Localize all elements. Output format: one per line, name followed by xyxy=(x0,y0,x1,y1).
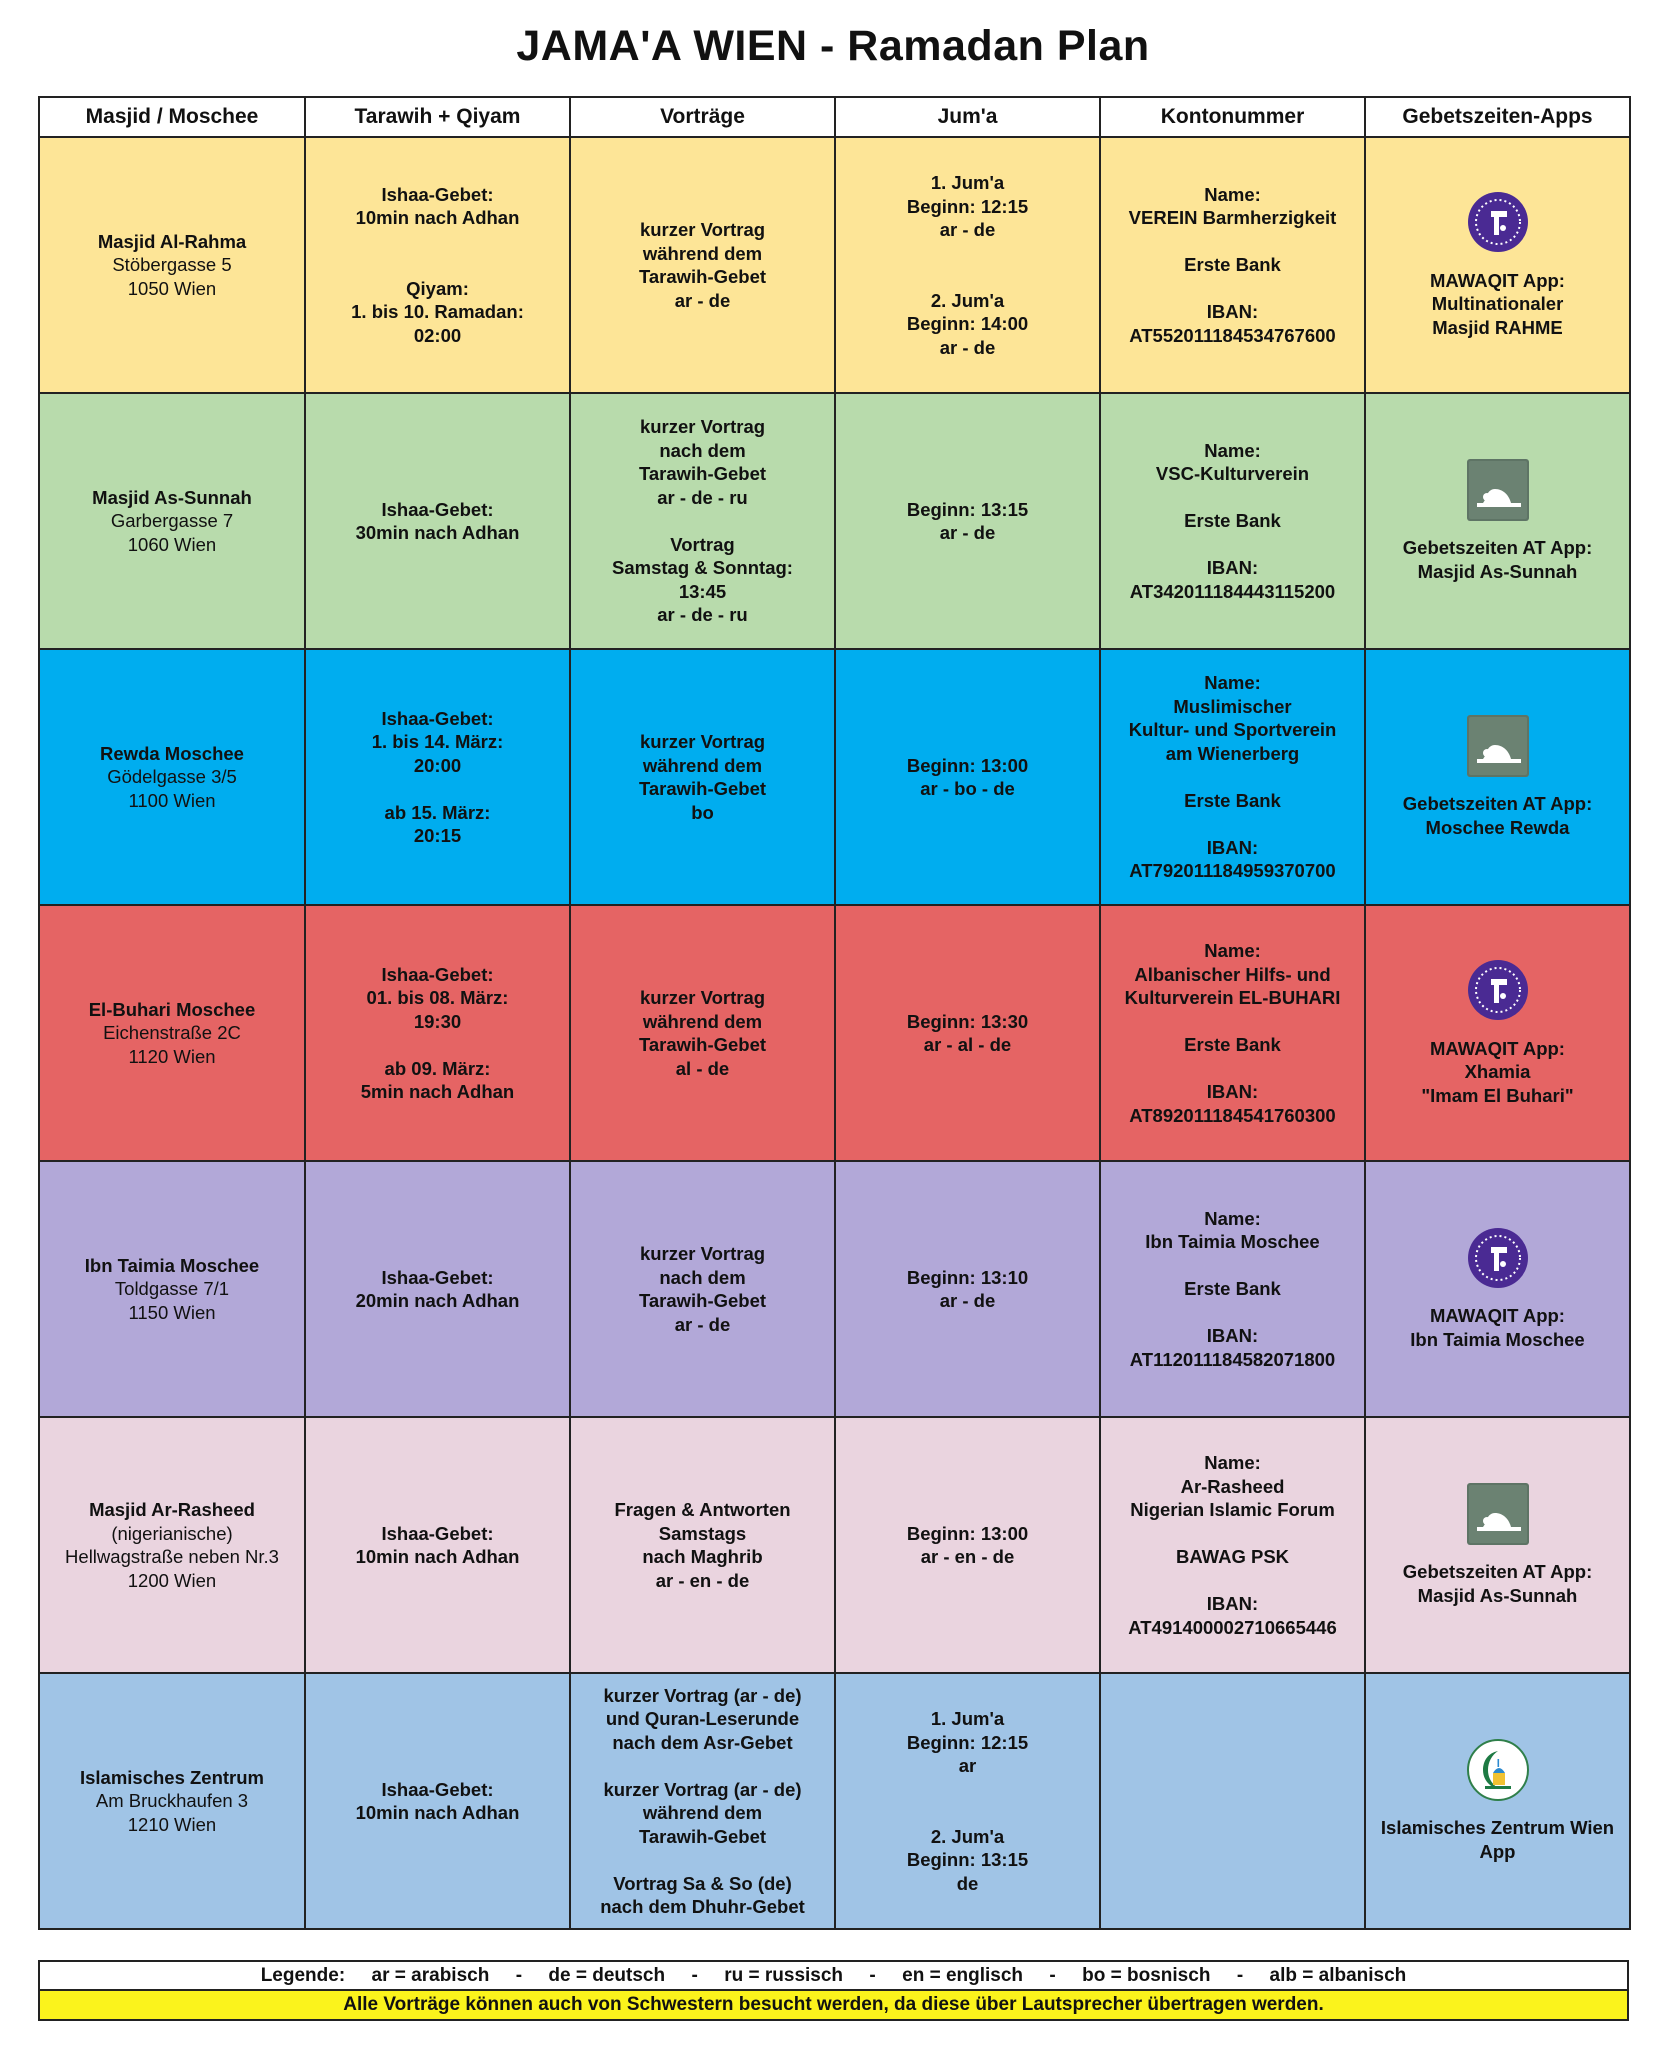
juma-cell xyxy=(835,137,1100,393)
tarawih-cell-text: Ishaa-Gebet: 10min nach Adhan Qiyam: 1. bis 10. Ramadan: 02:00 xyxy=(351,183,524,346)
vortraege-cell xyxy=(570,905,835,1161)
vortraege-cell-text: kurzer Vortrag (ar - de) und Quran-Leserunde nach dem Asr-Gebet kurzer Vortrag (ar - de) während dem Tarawih-Gebet Vortrag Sa & So (de) nach dem Dhuhr-Gebet xyxy=(600,1684,805,1917)
mosque-cell xyxy=(39,905,305,1161)
app-cell xyxy=(1365,393,1630,649)
mosque-address: Toldgasse 7/1 1150 Wien xyxy=(114,1278,230,1323)
vortraege-cell-text: Fragen & Antworten Samstags nach Maghrib ar - en - de xyxy=(614,1499,791,1591)
tarawih-cell xyxy=(305,649,570,905)
juma-cell xyxy=(835,393,1100,649)
notice-banner: Alle Vorträge können auch von Schwestern besucht werden, da diese über Lautsprecher übertragen werden. xyxy=(38,1989,1629,2021)
vortraege-cell-text: kurzer Vortrag während dem Tarawih-Gebet al - de xyxy=(638,987,767,1079)
kontonummer-cell-text: Name: VSC-Kulturverein Erste Bank IBAN: AT342011184443115200 xyxy=(1129,439,1336,602)
tarawih-cell xyxy=(305,905,570,1161)
mosque-cell xyxy=(39,1161,305,1417)
app-label: Gebetszeiten AT App: Moschee Rewda xyxy=(1402,793,1593,838)
mosque-name: Masjid Al-Rahma xyxy=(97,230,247,252)
tarawih-cell-text: Ishaa-Gebet: 30min nach Adhan xyxy=(355,498,520,543)
mawaqit-icon xyxy=(1467,191,1529,253)
islamisches-zentrum-icon xyxy=(1467,1739,1529,1801)
tarawih-cell xyxy=(305,393,570,649)
kontonummer-cell xyxy=(1100,649,1365,905)
column-header-masjid: Masjid / Moschee xyxy=(39,97,305,137)
juma-cell-text: 1. Jum'a Beginn: 12:15 ar 2. Jum'a Beginn: 13:15 de xyxy=(906,1708,1029,1894)
juma-cell xyxy=(835,649,1100,905)
kontonummer-cell-text: Name: VEREIN Barmherzigkeit Erste Bank IBAN: AT552011184534767600 xyxy=(1128,183,1337,346)
vortraege-cell xyxy=(570,1673,835,1929)
kontonummer-cell-text: Name: Ibn Taimia Moschee Erste Bank IBAN: AT112011184582071800 xyxy=(1129,1207,1336,1370)
tarawih-cell xyxy=(305,137,570,393)
vortraege-cell xyxy=(570,1161,835,1417)
tarawih-cell-text: Ishaa-Gebet: 01. bis 08. März: 19:30 ab 09. März: 5min nach Adhan xyxy=(360,963,515,1102)
juma-cell xyxy=(835,905,1100,1161)
table-row xyxy=(39,1161,1630,1417)
tarawih-cell-text: Ishaa-Gebet: 10min nach Adhan xyxy=(355,1522,520,1567)
kontonummer-cell xyxy=(1100,1673,1365,1929)
page-title: JAMA'A WIEN - Ramadan Plan xyxy=(516,22,1150,70)
vortraege-cell xyxy=(570,1417,835,1673)
vortraege-cell-text: kurzer Vortrag während dem Tarawih-Gebet ar - de xyxy=(638,219,767,311)
mosque-cell xyxy=(39,1417,305,1673)
app-cell xyxy=(1365,137,1630,393)
vortraege-cell xyxy=(570,393,835,649)
kontonummer-cell xyxy=(1100,393,1365,649)
juma-cell-text: Beginn: 13:10 ar - de xyxy=(906,1266,1029,1311)
vortraege-cell xyxy=(570,649,835,905)
mosque-address: Stöbergasse 5 1050 Wien xyxy=(112,254,232,299)
ramadan-plan-table xyxy=(38,96,1631,1930)
mosque-address: (nigerianische) Hellwagstraße neben Nr.3 1200 Wien xyxy=(65,1522,279,1591)
column-header-vortraege: Vorträge xyxy=(570,97,835,137)
mosque-address: Am Bruckhaufen 3 1210 Wien xyxy=(95,1790,249,1835)
column-header-kontonummer: Kontonummer xyxy=(1100,97,1365,137)
mosque-name: Rewda Moschee xyxy=(100,742,244,764)
mosque-name: Masjid As-Sunnah xyxy=(92,486,252,508)
gebetszeiten-at-icon xyxy=(1467,715,1529,777)
app-label: MAWAQIT App: Multinationaler Masjid RAHME xyxy=(1430,269,1565,338)
tarawih-cell xyxy=(305,1161,570,1417)
mawaqit-icon xyxy=(1467,1227,1529,1289)
column-header-juma: Jum'a xyxy=(835,97,1100,137)
juma-cell xyxy=(835,1417,1100,1673)
tarawih-cell xyxy=(305,1417,570,1673)
tarawih-cell-text: Ishaa-Gebet: 10min nach Adhan xyxy=(355,1778,520,1823)
mosque-name: Masjid Ar-Rasheed xyxy=(89,1499,255,1520)
kontonummer-cell xyxy=(1100,1417,1365,1673)
gebetszeiten-at-icon xyxy=(1467,459,1529,521)
juma-cell-text: 1. Jum'a Beginn: 12:15 ar - de 2. Jum'a Beginn: 14:00 ar - de xyxy=(906,172,1029,358)
kontonummer-cell-text: Name: Albanischer Hilfs- und Kulturverein EL-BUHARI Erste Bank IBAN: AT892011184541760300 xyxy=(1124,940,1341,1126)
mosque-cell xyxy=(39,1673,305,1929)
kontonummer-cell xyxy=(1100,1161,1365,1417)
app-label: MAWAQIT App: Xhamia "Imam El Buhari" xyxy=(1421,1037,1574,1106)
app-label: Islamisches Zentrum Wien App xyxy=(1380,1817,1615,1862)
app-label: Gebetszeiten AT App: Masjid As-Sunnah xyxy=(1402,1561,1593,1606)
juma-cell-text: Beginn: 13:30 ar - al - de xyxy=(906,1010,1029,1055)
vortraege-cell-text: kurzer Vortrag nach dem Tarawih-Gebet ar - de xyxy=(638,1243,767,1335)
mosque-address: Eichenstraße 2C 1120 Wien xyxy=(103,1022,241,1067)
juma-cell-text: Beginn: 13:15 ar - de xyxy=(906,498,1029,543)
vortraege-cell-text: kurzer Vortrag während dem Tarawih-Gebet bo xyxy=(638,731,767,823)
app-label: Gebetszeiten AT App: Masjid As-Sunnah xyxy=(1402,537,1593,582)
table-header-row xyxy=(39,97,1630,137)
column-header-tarawih: Tarawih + Qiyam xyxy=(305,97,570,137)
kontonummer-cell-text: Name: Muslimischer Kultur- und Sportverein am Wienerberg Erste Bank IBAN: AT792011184959370700 xyxy=(1128,672,1337,882)
juma-cell-text: Beginn: 13:00 ar - en - de xyxy=(906,1522,1029,1567)
app-cell xyxy=(1365,649,1630,905)
kontonummer-cell xyxy=(1100,905,1365,1161)
kontonummer-cell-text: Name: Ar-Rasheed Nigerian Islamic Forum BAWAG PSK IBAN: AT491400002710665446 xyxy=(1128,1452,1337,1638)
legend: Legende: ar = arabisch - de = deutsch - ru = russisch - en = englisch - bo = bosnisch - alb = albanisch xyxy=(38,1960,1629,1989)
tarawih-cell xyxy=(305,1673,570,1929)
tarawih-cell-text: Ishaa-Gebet: 1. bis 14. März: 20:00 ab 15. März: 20:15 xyxy=(371,707,504,846)
table-row xyxy=(39,393,1630,649)
mosque-name: Ibn Taimia Moschee xyxy=(84,1254,260,1276)
app-cell xyxy=(1365,905,1630,1161)
mosque-cell xyxy=(39,137,305,393)
mosque-address: Garbergasse 7 1060 Wien xyxy=(110,510,234,555)
mosque-cell xyxy=(39,649,305,905)
table-row xyxy=(39,649,1630,905)
mosque-address: Gödelgasse 3/5 1100 Wien xyxy=(107,766,237,811)
app-cell xyxy=(1365,1673,1630,1929)
mosque-cell xyxy=(39,393,305,649)
vortraege-cell-text: kurzer Vortrag nach dem Tarawih-Gebet ar - de - ru Vortrag Samstag & Sonntag: 13:45 ar - de - ru xyxy=(612,416,793,626)
tarawih-cell-text: Ishaa-Gebet: 20min nach Adhan xyxy=(355,1266,520,1311)
table-row xyxy=(39,1673,1630,1929)
table-row xyxy=(39,905,1630,1161)
app-cell xyxy=(1365,1417,1630,1673)
app-cell xyxy=(1365,1161,1630,1417)
mawaqit-icon xyxy=(1467,959,1529,1021)
juma-cell-text: Beginn: 13:00 ar - bo - de xyxy=(906,754,1029,799)
table-row xyxy=(39,137,1630,393)
kontonummer-cell xyxy=(1100,137,1365,393)
juma-cell xyxy=(835,1161,1100,1417)
table-row xyxy=(39,1417,1630,1673)
juma-cell xyxy=(835,1673,1100,1929)
app-label: MAWAQIT App: Ibn Taimia Moschee xyxy=(1410,1305,1585,1350)
mosque-name: El-Buhari Moschee xyxy=(88,998,256,1020)
gebetszeiten-at-icon xyxy=(1467,1483,1529,1545)
column-header-apps: Gebetszeiten-Apps xyxy=(1365,97,1630,137)
vortraege-cell xyxy=(570,137,835,393)
mosque-name: Islamisches Zentrum xyxy=(79,1766,265,1788)
